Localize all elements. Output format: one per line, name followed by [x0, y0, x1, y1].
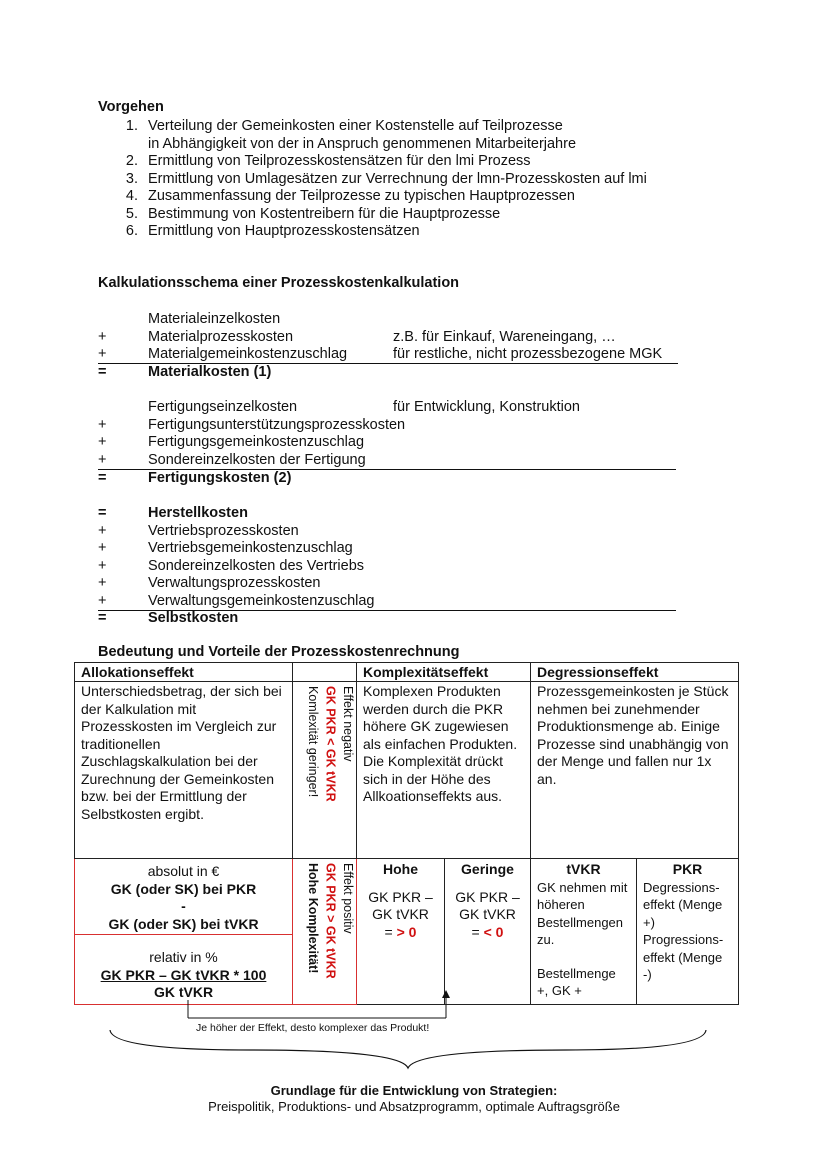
- absolute-title: absolut in €: [147, 863, 220, 879]
- step-number: 5.: [125, 205, 138, 222]
- scheme-operator: =: [98, 610, 107, 626]
- pkr-text: Degressions-effekt (Menge +) Progressions-effekt (Menge -): [643, 879, 724, 982]
- step-number: 6.: [125, 223, 138, 239]
- scheme-label: Materialgemeinkostenzuschlag: [148, 346, 348, 362]
- scheme-operator: =: [98, 505, 107, 521]
- step-text: Ermittlung von Teilprozesskostensätzen für den lmi Prozess: [148, 153, 531, 169]
- scheme-label: Vertriebsgemeinkostenzuschlag: [148, 540, 353, 556]
- neg-effect-l3: Komlexität geringer!: [306, 686, 320, 798]
- scheme-note: z.B. für Einkauf, Wareneingang, …: [393, 328, 616, 345]
- pos-effect-l1: Effekt positiv: [341, 863, 355, 934]
- scheme-operator: +: [98, 452, 107, 468]
- scheme-operator: =: [98, 470, 107, 486]
- step-text-cont: in Abhängigkeit von der in Anspruch genommenen Mitarbeiterjahre: [148, 135, 577, 152]
- relative-title: relativ in %: [149, 949, 218, 965]
- neg-effect-l1: Effekt negativ: [341, 686, 355, 762]
- footer-title: Grundlage für die Entwicklung von Strategien:: [270, 1083, 558, 1098]
- procedure-heading: Vorgehen: [98, 99, 164, 115]
- scheme-note: für restliche, nicht prozessbezogene MGK: [393, 346, 663, 362]
- geringe-sign: < 0: [483, 923, 504, 940]
- scheme-operator: +: [98, 434, 107, 450]
- scheme-label: Fertigungsgemeinkostenzuschlag: [148, 434, 365, 450]
- step-text: Zusammenfassung der Teilprozesse zu typischen Hauptprozessen: [148, 188, 575, 204]
- scheme-note: für Entwicklung, Konstruktion: [393, 399, 580, 415]
- absolute-l1: GK (oder SK) bei PKR: [110, 880, 257, 897]
- tvkr-text2: Bestellmenge +, GK +: [537, 965, 616, 998]
- hohe-sign: > 0: [396, 923, 417, 940]
- scheme-label: Verwaltungsprozesskosten: [148, 575, 321, 591]
- scheme-operator: +: [98, 592, 107, 609]
- pos-effect-l2: GK PKR > GK tVKR: [323, 863, 338, 979]
- scheme-label: Fertigungseinzelkosten: [148, 399, 298, 415]
- geringe-eq: =: [471, 923, 484, 940]
- step-text: Ermittlung von Hauptprozesskostensätzen: [148, 223, 420, 239]
- step-number: 3.: [125, 170, 138, 187]
- neg-effect-l2: GK PKR < GK tVKR: [323, 686, 338, 802]
- geringe-title: Geringe: [461, 861, 514, 877]
- scheme-label: Fertigungskosten (2): [148, 470, 292, 486]
- scheme-label: Verwaltungsgemeinkostenzuschlag: [148, 592, 375, 609]
- step-number: 4.: [125, 188, 138, 204]
- benefits-heading: Bedeutung und Vorteile der Prozesskostenrechnung: [98, 644, 460, 660]
- relative-l2: GK tVKR: [153, 984, 214, 1000]
- scheme-label: Selbstkosten: [148, 610, 239, 626]
- absolute-l2: -: [181, 898, 186, 914]
- scheme-operator: +: [98, 522, 107, 539]
- header-degression: Degressionseffekt: [531, 663, 739, 682]
- tvkr-title: tVKR: [566, 861, 601, 877]
- scheme-label: Fertigungsunterstützungsprozesskosten: [148, 416, 406, 433]
- scheme-label: Sondereinzelkosten der Fertigung: [148, 452, 366, 468]
- degression-text: Prozessgemeinkosten je Stück nehmen bei zunehmender Produktionsmenge ab. Einige Prozesse sind unabhängig von der Menge und fallen nur 1x an.: [531, 682, 739, 859]
- scheme-heading: Kalkulationsschema einer Prozesskostenkalkulation: [98, 275, 460, 291]
- header-allocation: Allokationseffekt: [75, 663, 293, 682]
- step-text: Bestimmung von Kostentreibern für die Hauptprozesse: [148, 205, 501, 222]
- scheme-label: Sondereinzelkosten des Vertriebs: [148, 557, 365, 574]
- geringe-l2: GK tVKR: [459, 906, 516, 922]
- scheme-label: Materialeinzelkosten: [148, 311, 281, 327]
- scheme-operator: +: [98, 540, 107, 556]
- step-number: 1.: [125, 118, 138, 134]
- scheme-operator: +: [98, 328, 107, 345]
- scheme-operator: =: [98, 364, 107, 380]
- tvkr-text1: GK nehmen mit höheren Bestellmengen zu.: [537, 879, 628, 947]
- hohe-title: Hohe: [383, 861, 418, 877]
- effect-note: Je höher der Effekt, desto komplexer das Produkt!: [196, 1022, 430, 1034]
- allocation-text: Unterschiedsbetrag, der sich bei der Kalkulation mit Prozesskosten im Vergleich zur traditionellen Zuschlagskalkulation bei der Zurechnung der Gemeinkosten bzw. bei der Ermittlung der Selbstkosten ergibt.: [75, 682, 293, 859]
- footer-text: Preispolitik, Produktions- und Absatzprogramm, optimale Auftragsgröße: [208, 1099, 620, 1114]
- hohe-eq: =: [384, 923, 397, 940]
- relative-l1: GK PKR – GK tVKR * 100: [100, 966, 267, 983]
- scheme-label: Herstellkosten: [148, 505, 248, 521]
- scheme-label: Materialkosten (1): [148, 364, 272, 380]
- hohe-l1: GK PKR –: [368, 888, 433, 905]
- scheme-operator: +: [98, 575, 107, 591]
- step-number: 2.: [125, 153, 138, 169]
- header-complexity: Komplexitätseffekt: [357, 663, 531, 682]
- scheme-operator: +: [98, 557, 107, 574]
- step-text: Verteilung der Gemeinkosten einer Kostenstelle auf Teilprozesse: [148, 118, 563, 134]
- absolute-l3: GK (oder SK) bei tVKR: [108, 915, 259, 932]
- pkr-title: PKR: [672, 861, 703, 877]
- scheme-operator: +: [98, 416, 107, 433]
- scheme-label: Vertriebsprozesskosten: [148, 522, 299, 539]
- step-text: Ermittlung von Umlagesätzen zur Verrechnung der lmn-Prozesskosten auf lmi: [148, 170, 647, 187]
- pos-effect-l3: Hohe Komplexität!: [306, 863, 320, 974]
- complexity-text: Komplexen Produkten werden durch die PKR höhere GK zugewiesen als einfachen Produkten. Die Komplexität drückt sich in der Höhe des Allkoationseffekts aus.: [357, 682, 531, 859]
- scheme-label: Materialprozesskosten: [148, 328, 294, 345]
- scheme-operator: +: [98, 346, 107, 362]
- hohe-l2: GK tVKR: [372, 906, 429, 922]
- geringe-l1: GK PKR –: [455, 888, 520, 905]
